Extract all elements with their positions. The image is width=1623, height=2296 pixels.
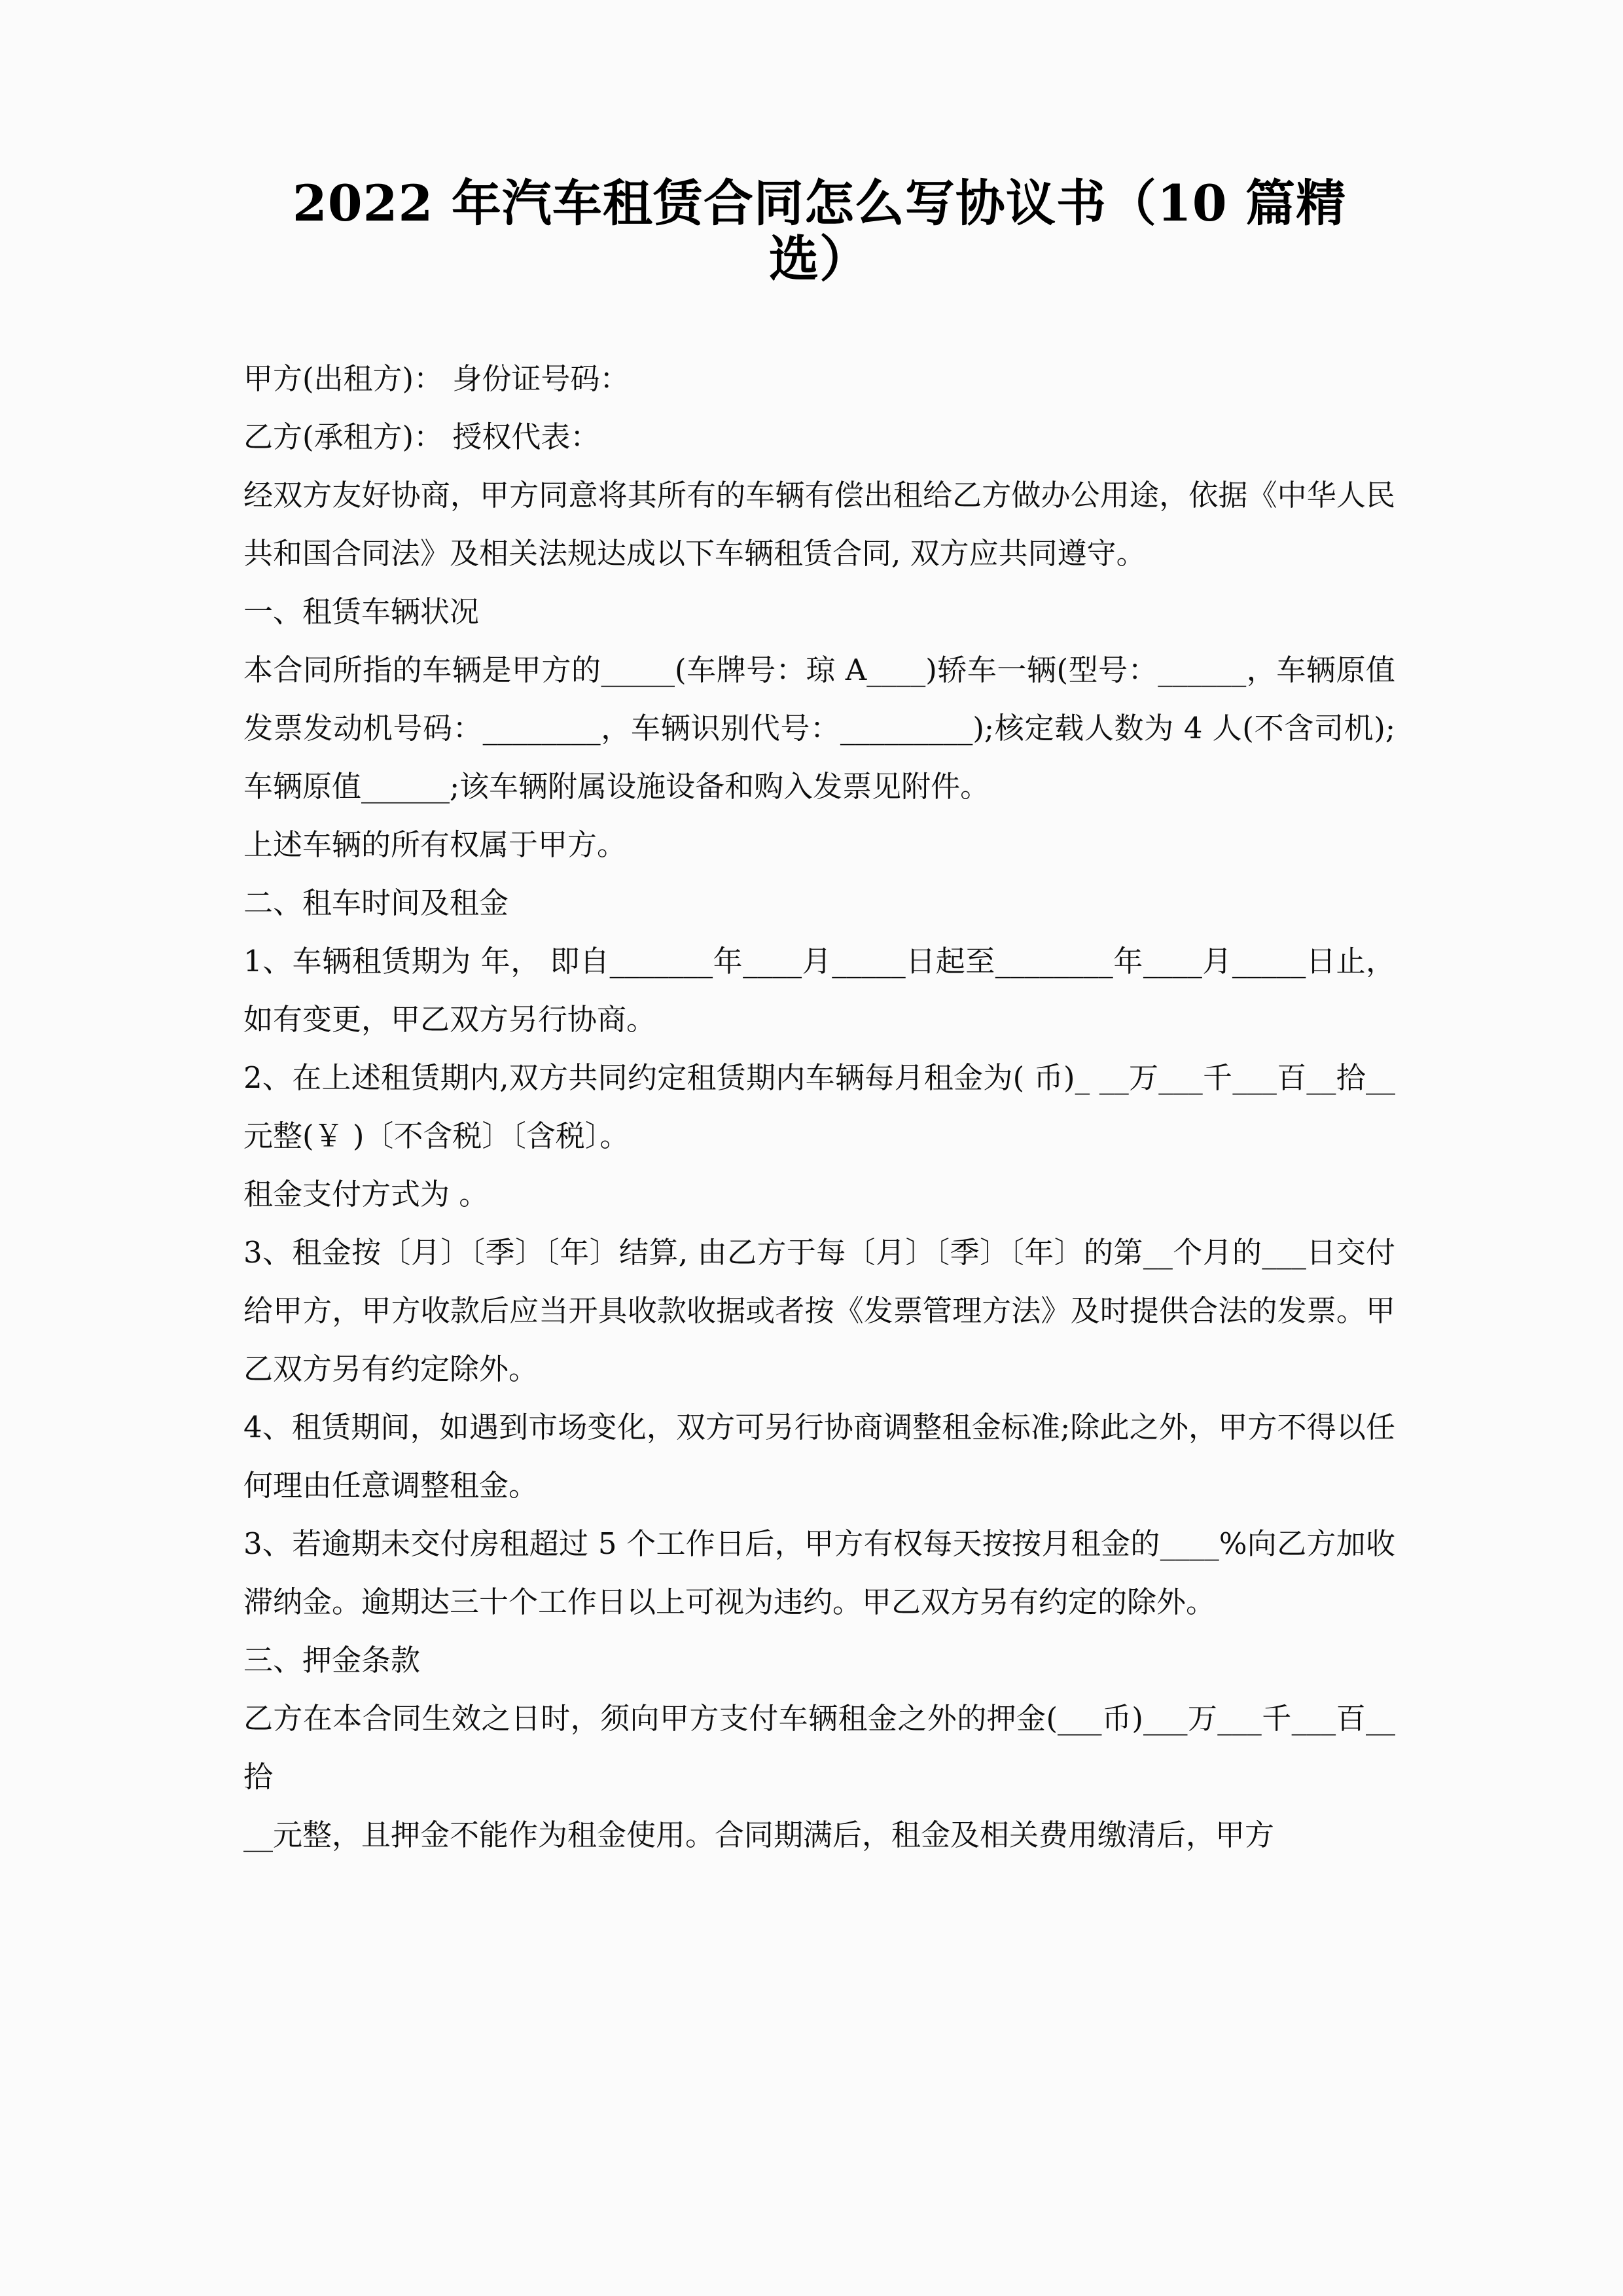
preamble-paragraph: 经双方友好协商，甲方同意将其所有的车辆有偿出租给乙方做办公用途，依据《中华人民共和国合同法》及相关法规达成以下车辆租赁合同, 双方应共同遵守。 [243,478,1395,571]
party-a-line: 甲方(出租方)： 身份证号码： [243,361,630,397]
section-2-item-2: 2、在上述租赁期内,双方共同约定租赁期内车辆每月租金为( 币)_ __万___千___百__拾__元整(￥ )〔不含税〕〔含税〕。 [243,1060,1395,1154]
document-content [243,175,1395,1864]
section-2-heading: 二、租车时间及租金 [243,886,509,921]
section-3-heading: 三、押金条款 [243,1643,421,1678]
section-2-item-1: 1、车辆租赁期为 年， 即自_______年____月_____日起至________年____月_____日止，如有变更，甲乙双方另行协商。 [243,944,1395,1037]
section-3-deposit-line-1: 乙方在本合同生效之日时，须向甲方支付车辆租金之外的押金(___币)___万___千___百__拾 [243,1701,1395,1795]
section-2-item-5: 3、若逾期未交付房租超过 5 个工作日后，甲方有权每天按按月租金的____%向乙方加收滞纳金。逾期达三十个工作日以上可视为违约。甲乙双方另有约定的除外。 [243,1526,1395,1620]
page-title: 2022 年汽车租赁合同怎么写协议书（10 篇精选） [292,174,1347,289]
section-1-vehicle-description: 本合同所指的车辆是甲方的_____(车牌号：琼 A____)轿车一辆(型号：______，车辆原值发票发动机号码：________，车辆识别代号：_________);核定载人数为 4 人(不含司机);车辆原值______;该车辆附属设施设备和购入发票见附件。 [243,653,1395,804]
section-2-payment-method: 租金支付方式为 。 [243,1177,489,1212]
section-1-ownership: 上述车辆的所有权属于甲方。 [243,827,627,863]
section-3-deposit-line-2: __元整，且押金不能作为租金使用。合同期满后，租金及相关费用缴清后，甲方 [243,1818,1275,1853]
section-1-heading: 一、租赁车辆状况 [243,594,480,630]
section-2-item-4: 4、租赁期间，如遇到市场变化，双方可另行协商调整租金标准;除此之外，甲方不得以任何理由任意调整租金。 [243,1410,1395,1503]
party-b-line: 乙方(承租方)： 授权代表： [243,420,600,455]
section-2-item-3: 3、租金按〔月〕〔季〕〔年〕结算, 由乙方于每〔月〕〔季〕〔年〕的第__个月的___日交付给甲方，甲方收款后应当开具收款收据或者按《发票管理方法》及时提供合法的发票。甲乙双方另有约定除外。 [243,1235,1395,1387]
contract-body [243,350,1395,1864]
